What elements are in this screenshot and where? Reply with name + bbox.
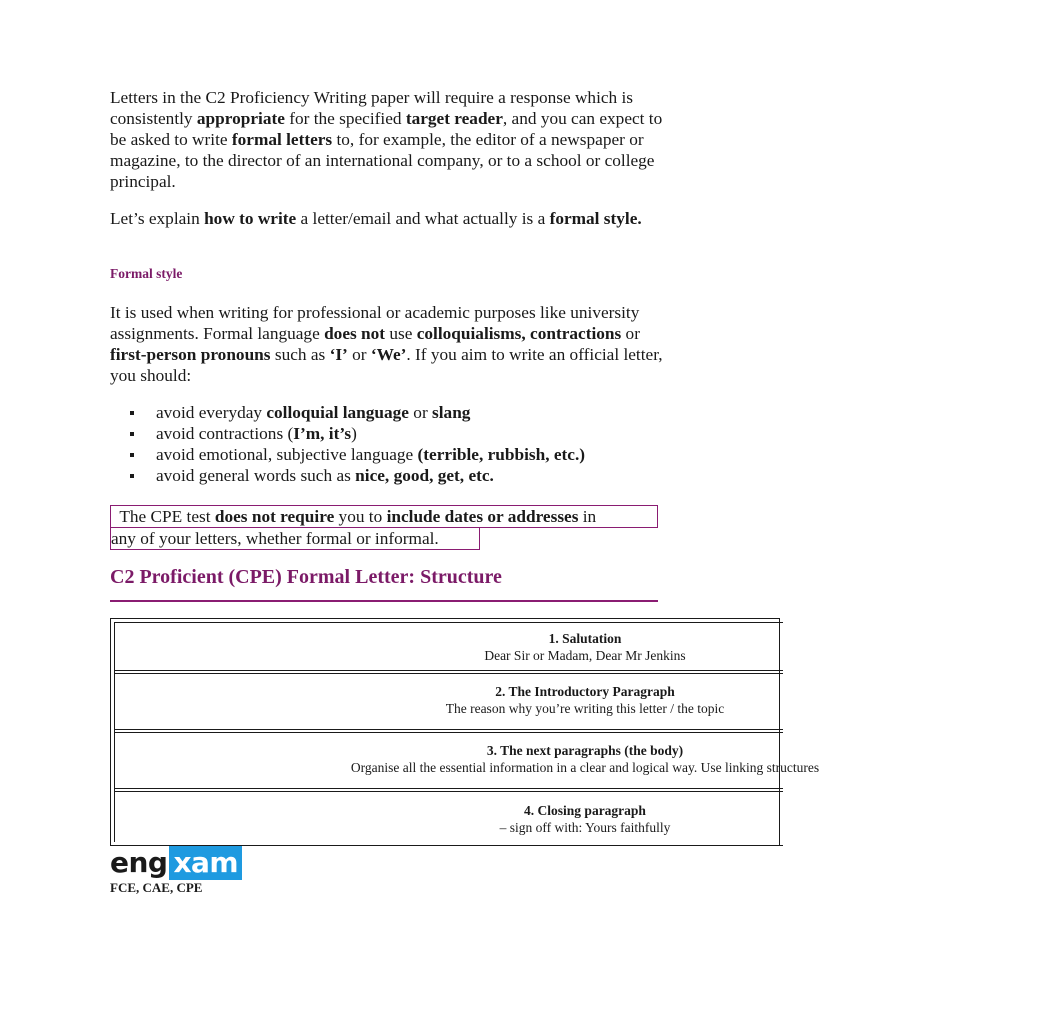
structure-table-inner [114, 622, 820, 842]
list-item [110, 402, 710, 423]
table-row [115, 622, 783, 671]
row-heading: 4. Closing paragraph [524, 803, 646, 818]
row-body: The reason why you’re writing this letter / the topic [445, 701, 725, 716]
row-heading: 2. The Introductory Paragraph [495, 684, 675, 699]
table-row [115, 673, 783, 730]
structure-title-prefix: C2 Proficient (CPE) Formal Letter: [110, 566, 421, 588]
logo-text-xam: xam [169, 846, 242, 880]
logo-text-eng: eng [110, 846, 168, 879]
row-body: – sign off with: Yours faithfully [499, 820, 671, 835]
note-box-line-1: The CPE test does not require you to include dates or addresses in [110, 505, 658, 528]
list-item [110, 444, 710, 465]
note-box-line-2: any of your letters, whether formal or informal. [110, 527, 480, 550]
formal-style-paragraph: It is used when writing for professional or academic purposes like university assignments. Formal language does not use colloquialisms, contractions or first-person pronouns such as ‘I’ or ‘We’. If you aim to write an official letter, you should: [110, 303, 663, 385]
row-heading: 3. The next paragraphs (the body) [486, 743, 684, 758]
advice-list [110, 402, 710, 486]
row-heading: 1. Salutation [548, 631, 622, 646]
table-row [115, 791, 783, 846]
formal-style-heading: Formal style [110, 266, 183, 281]
list-item [110, 423, 710, 444]
bullet-icon [130, 432, 134, 436]
structure-table [110, 618, 820, 846]
structure-title [110, 566, 502, 589]
bullet-icon [130, 474, 134, 478]
explain-paragraph: Let’s explain how to write a letter/email and what actually is a formal style. [110, 209, 642, 228]
logo-tagline: FCE, CAE, CPE [110, 880, 203, 895]
engxam-logo [110, 846, 242, 880]
intro-paragraph: Letters in the C2 Proficiency Writing paper will require a response which is consistently appropriate for the specified target reader, and you can expect to be asked to write formal letters to, for example, the editor of a newspaper or magazine, to the director of an international company, or to a school or college principal. [110, 88, 663, 191]
bullet-icon [130, 411, 134, 415]
row-body: Dear Sir or Madam, Dear Mr Jenkins [484, 648, 686, 663]
list-item-text: avoid contractions (I’m, it’s) [156, 424, 357, 443]
list-item-text: avoid everyday colloquial language or slang [156, 403, 471, 422]
table-row [115, 732, 820, 789]
list-item-text: avoid general words such as nice, good, get, etc. [156, 466, 494, 485]
bullet-icon [130, 453, 134, 457]
list-item [110, 465, 710, 486]
structure-divider [110, 600, 658, 602]
structure-title-bold: Structure [420, 566, 502, 588]
list-item-text: avoid emotional, subjective language (terrible, rubbish, etc.) [156, 445, 586, 464]
row-body: Organise all the essential information in a clear and logical way. Use linking structures [350, 760, 820, 775]
